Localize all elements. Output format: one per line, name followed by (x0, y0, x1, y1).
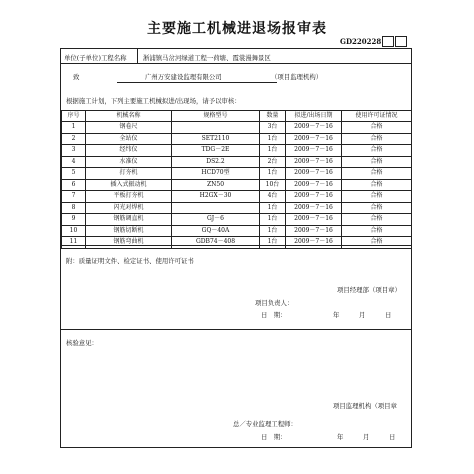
contractor-date-label: 日 期： (261, 311, 287, 319)
form-code (340, 36, 407, 47)
to-underline (117, 82, 277, 83)
to-suffix: （项目监理机构） (271, 73, 323, 81)
cell-index: 5 (62, 168, 86, 180)
cell-machine-name: 插入式振动机 (86, 179, 172, 191)
intro-text: 根据施工计划，下列主要施工机械拟进/出现场，请予以审核： (66, 97, 241, 105)
cell-permit: 合格 (342, 168, 412, 180)
table-row (62, 122, 412, 134)
cell-model: TDG－2E (172, 145, 260, 157)
cell-index: 7 (62, 191, 86, 203)
cell-model: GJ－6 (172, 214, 260, 226)
cell-model: GQ－40A (172, 225, 260, 237)
cell-machine-name: 打夯机 (86, 168, 172, 180)
table-row (62, 168, 412, 180)
cell-model: GDB74－408 (172, 237, 260, 249)
cell-machine-name: 钢筋切断机 (86, 225, 172, 237)
table-row (62, 133, 412, 145)
cell-model: ZN50 (172, 179, 260, 191)
to-org: 广州万安建设监理有限公司 (145, 73, 222, 81)
table-header-row (62, 111, 412, 122)
cell-permit: 合格 (342, 122, 412, 134)
cell-permit: 合格 (342, 202, 412, 214)
cell-quantity: 1台 (260, 168, 286, 180)
cell-permit: 合格 (342, 191, 412, 203)
cell-model (172, 122, 260, 134)
cell-permit: 合格 (342, 145, 412, 157)
row-divider (61, 245, 411, 246)
form-code-text: GD220228 (340, 37, 382, 46)
cell-model: DS2.2 (172, 156, 260, 168)
cell-quantity: 2台 (260, 156, 286, 168)
supervisor-day: 日 (389, 433, 396, 441)
equipment-table (61, 110, 412, 249)
cell-machine-name: 钢卷尺 (86, 122, 172, 134)
cell-date: 2009－7－16 (286, 156, 342, 168)
form-frame (60, 48, 412, 448)
header-index: 序号 (62, 111, 86, 122)
cell-machine-name: 经纬仪 (86, 145, 172, 157)
project-divider (137, 49, 138, 63)
cell-quantity: 1台 (260, 133, 286, 145)
header-model: 规格型号 (172, 111, 260, 122)
cell-machine-name: 闪光对焊机 (86, 202, 172, 214)
supervisor-month: 月 (363, 433, 370, 441)
cell-permit: 合格 (342, 214, 412, 226)
cell-quantity: 1台 (260, 202, 286, 214)
cell-machine-name: 钢筋弯曲机 (86, 237, 172, 249)
form-code-box (382, 36, 394, 47)
cell-quantity: 1台 (260, 214, 286, 226)
cell-date: 2009－7－16 (286, 179, 342, 191)
cell-model: H2GX－30 (172, 191, 260, 203)
cell-model: HCD70型 (172, 168, 260, 180)
table-row (62, 191, 412, 203)
cell-machine-name: 全站仪 (86, 133, 172, 145)
cell-date: 2009－7－16 (286, 145, 342, 157)
cell-quantity: 10台 (260, 179, 286, 191)
table-row (62, 225, 412, 237)
cell-date: 2009－7－16 (286, 191, 342, 203)
cell-date: 2009－7－16 (286, 237, 342, 249)
cell-quantity: 1台 (260, 237, 286, 249)
contractor-day: 日 (385, 311, 392, 319)
cell-model: SET2110 (172, 133, 260, 145)
attachment-text: 附：质量证明文件、检定证书、使用许可证书 (66, 257, 194, 265)
supervisor-engineer-label: 总／专业监理工程师： (233, 420, 297, 428)
cell-index: 1 (62, 122, 86, 134)
cell-index: 8 (62, 202, 86, 214)
table-row (62, 145, 412, 157)
contractor-year: 年 (333, 311, 340, 319)
cell-permit: 合格 (342, 133, 412, 145)
header-date: 拟进/出场日期 (286, 111, 342, 122)
cell-quantity: 4台 (260, 191, 286, 203)
to-label: 致 (73, 73, 80, 81)
cell-quantity: 1台 (260, 145, 286, 157)
cell-index: 6 (62, 179, 86, 191)
cell-permit: 合格 (342, 237, 412, 249)
cell-index: 3 (62, 145, 86, 157)
review-label: 核验意见： (66, 339, 98, 347)
table-row (62, 202, 412, 214)
cell-index: 11 (62, 237, 86, 249)
table-row (62, 214, 412, 226)
cell-quantity: 3台 (260, 122, 286, 134)
cell-date: 2009－7－16 (286, 202, 342, 214)
row-divider (61, 63, 411, 64)
supervisor-date-label: 日 期： (261, 433, 287, 441)
cell-date: 2009－7－16 (286, 122, 342, 134)
project-label: 单位(子单位)工程名称 (64, 54, 127, 62)
contractor-manager-label: 项目负责人： (255, 299, 294, 307)
cell-model (172, 202, 260, 214)
cell-quantity: 1台 (260, 225, 286, 237)
header-permit: 使用许可证情况 (342, 111, 412, 122)
cell-date: 2009－7－16 (286, 225, 342, 237)
cell-machine-name: 钢筋调直机 (86, 214, 172, 226)
table-row (62, 156, 412, 168)
form-code-box (395, 36, 407, 47)
supervisor-org: 项目监理机构（项目章 (333, 402, 397, 410)
table-row (62, 237, 412, 249)
cell-index: 9 (62, 214, 86, 226)
cell-date: 2009－7－16 (286, 133, 342, 145)
cell-machine-name: 水准仪 (86, 156, 172, 168)
contractor-dept: 项目经理部（项目章） (337, 286, 401, 294)
header-quantity: 数量 (260, 111, 286, 122)
table-row (62, 179, 412, 191)
header-machine-name: 机械名称 (86, 111, 172, 122)
cell-index: 4 (62, 156, 86, 168)
cell-date: 2009－7－16 (286, 168, 342, 180)
cell-index: 2 (62, 133, 86, 145)
cell-permit: 合格 (342, 225, 412, 237)
cell-permit: 合格 (342, 156, 412, 168)
project-name: 淅浦镇马岔河绿道工程一荷塘、霞裳漫舞景区 (143, 54, 271, 62)
contractor-month: 月 (359, 311, 366, 319)
supervisor-year: 年 (337, 433, 344, 441)
page-title: 主要施工机械进退场报审表 (147, 21, 327, 37)
cell-index: 10 (62, 225, 86, 237)
cell-machine-name: 平板打夯机 (86, 191, 172, 203)
cell-date: 2009－7－16 (286, 214, 342, 226)
row-divider (61, 329, 411, 330)
cell-permit: 合格 (342, 179, 412, 191)
